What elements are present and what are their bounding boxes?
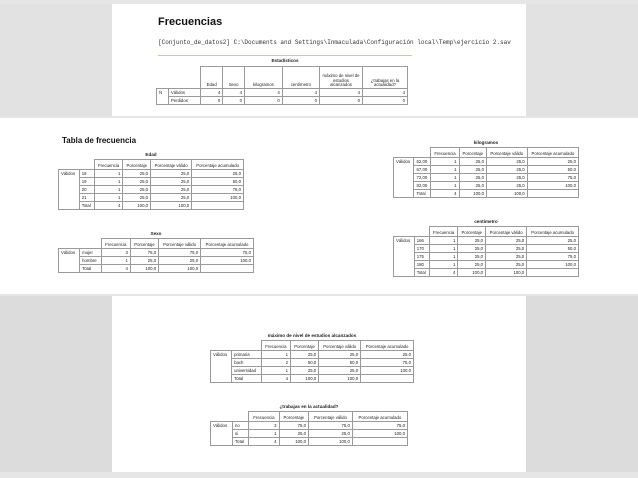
value-cell: 75,0 <box>201 249 254 257</box>
stats-cell: 4 <box>363 89 408 97</box>
column-header: Porcentaje válido <box>486 227 527 237</box>
value-cell: 100,0 <box>459 190 486 198</box>
category-label: universidad <box>232 367 262 375</box>
right-margin-bottom <box>526 296 638 472</box>
table-row <box>394 166 579 174</box>
table-row <box>394 182 579 190</box>
column-header: Porcentaje <box>459 148 486 158</box>
value-cell: 100,0 <box>201 257 254 265</box>
value-cell: 75,0 <box>352 422 407 430</box>
table-row <box>394 253 579 261</box>
group-spacer <box>394 253 415 261</box>
value-cell: 25,0 <box>159 257 201 265</box>
value-cell: 1 <box>429 245 457 253</box>
freq-table-kilogramos <box>393 147 579 198</box>
value-cell: 25,0 <box>486 261 527 269</box>
value-cell: 1 <box>94 186 122 194</box>
value-cell: 100,0 <box>361 367 414 375</box>
value-cell: 25,0 <box>279 430 308 438</box>
value-cell: 3 <box>101 249 130 257</box>
value-cell: 25,0 <box>459 182 486 190</box>
table-row <box>394 245 579 253</box>
value-cell: 100,0 <box>527 182 578 190</box>
column-header: Frecuencia <box>431 148 459 158</box>
value-cell: 1 <box>261 351 290 359</box>
value-cell: 3 <box>249 422 279 430</box>
table-row <box>211 367 414 375</box>
value-cell <box>201 265 254 273</box>
value-cell: 25,0 <box>151 178 192 186</box>
value-cell: 25,0 <box>486 158 527 166</box>
column-header: Frecuencia <box>429 227 457 237</box>
freq-table-centimetro <box>393 226 579 277</box>
table-row <box>211 351 414 359</box>
header-blank <box>59 239 80 249</box>
value-cell: 25,0 <box>459 158 486 166</box>
category-label: si <box>233 430 249 438</box>
table-caption-kilogramos: kilogramos <box>473 140 499 145</box>
value-cell: 1 <box>431 174 459 182</box>
stats-cell: 4 <box>223 89 245 97</box>
group-spacer <box>211 359 232 367</box>
group-label: Válidos <box>59 249 80 257</box>
freq-table-estudios <box>210 340 414 383</box>
group-label: Válidos <box>211 422 233 430</box>
column-header: Frecuencia <box>261 341 290 351</box>
value-cell: 4 <box>94 202 122 210</box>
value-cell: 50,0 <box>192 178 244 186</box>
value-cell: 4 <box>429 269 457 277</box>
value-cell: 25,0 <box>486 174 527 182</box>
left-margin-top <box>0 4 112 116</box>
stats-cell: 4 <box>320 89 363 97</box>
value-cell: 25,0 <box>458 237 486 245</box>
stats-row-label: Válidos <box>168 89 200 97</box>
value-cell: 100,0 <box>486 190 527 198</box>
header-blank <box>394 148 414 158</box>
group-spacer <box>394 174 414 182</box>
value-cell: 75,0 <box>309 422 353 430</box>
value-cell: 75,0 <box>361 359 414 367</box>
value-cell: 25,0 <box>151 186 192 194</box>
table-row <box>211 438 408 446</box>
header-blank <box>211 341 232 351</box>
stats-cell: 4 <box>244 89 282 97</box>
value-cell: 1 <box>429 253 457 261</box>
table-row <box>394 269 579 277</box>
value-cell: 25,0 <box>319 351 361 359</box>
value-cell: 1 <box>94 170 122 178</box>
value-cell: 100,0 <box>192 194 244 202</box>
value-cell: 100,0 <box>319 375 361 383</box>
table-row <box>59 249 254 257</box>
column-header: Porcentaje <box>290 341 318 351</box>
group-spacer <box>59 202 80 210</box>
group-spacer <box>59 178 80 186</box>
stats-col-header: centímetro <box>282 67 319 89</box>
column-header: Porcentaje acumulado <box>352 412 407 422</box>
freq-table-sexo <box>58 238 254 273</box>
category-label: 67,00 <box>414 166 431 174</box>
table-row <box>211 422 408 430</box>
freq-table-trabajas <box>210 411 408 446</box>
category-label: 18 <box>79 170 94 178</box>
value-cell: 100,0 <box>458 269 486 277</box>
value-cell: 50,0 <box>527 245 579 253</box>
value-cell: 4 <box>431 190 459 198</box>
value-cell: 100,0 <box>159 265 201 273</box>
value-cell: 50,0 <box>527 166 578 174</box>
value-cell: 25,0 <box>486 245 527 253</box>
value-cell: 25,0 <box>123 194 151 202</box>
stats-cell: 0 <box>223 97 245 105</box>
category-label: primaria <box>232 351 262 359</box>
group-spacer <box>211 367 232 375</box>
column-header: Porcentaje válido <box>319 341 361 351</box>
value-cell: 25,0 <box>123 178 151 186</box>
header-blank <box>59 160 80 170</box>
value-cell: 4 <box>101 265 130 273</box>
table-caption-centimetro: centímetro <box>474 219 498 224</box>
table-caption-sexo: Sexo <box>150 231 162 236</box>
category-label: 21 <box>79 194 94 202</box>
group-spacer <box>394 269 415 277</box>
value-cell: 100,0 <box>151 202 192 210</box>
stats-row-label: Perdidos <box>168 97 200 105</box>
value-cell <box>192 202 244 210</box>
group-spacer <box>59 186 80 194</box>
output-title: Frecuencias <box>158 16 223 28</box>
value-cell: 25,0 <box>486 237 527 245</box>
table-row <box>394 190 579 198</box>
table-caption-trabajas: ¿trabajas en la actualidad? <box>279 404 339 409</box>
table-row <box>394 174 579 182</box>
stats-col-header: Edad <box>201 67 223 89</box>
value-cell: 25,0 <box>527 158 578 166</box>
category-label: Total <box>414 190 431 198</box>
header-blank <box>394 227 415 237</box>
value-cell: 25,0 <box>309 430 353 438</box>
table-row <box>211 430 408 438</box>
column-header: Porcentaje acumulado <box>527 148 578 158</box>
value-cell: 25,0 <box>290 351 318 359</box>
stats-cell: 0 <box>320 97 363 105</box>
value-cell: 1 <box>261 367 290 375</box>
value-cell: 25,0 <box>486 166 527 174</box>
category-label: Total <box>414 269 429 277</box>
value-cell: 25,0 <box>151 194 192 202</box>
value-cell: 1 <box>429 261 457 269</box>
value-cell: 100,0 <box>290 375 318 383</box>
column-header: Porcentaje acumulado <box>527 227 579 237</box>
value-cell: 25,0 <box>486 253 527 261</box>
value-cell: 1 <box>94 178 122 186</box>
stats-cell: 0 <box>282 97 319 105</box>
category-label: 62,00 <box>414 158 431 166</box>
column-header: Porcentaje <box>130 239 158 249</box>
value-cell: 25,0 <box>486 182 527 190</box>
group-spacer <box>394 182 414 190</box>
value-cell: 25,0 <box>319 367 361 375</box>
group-spacer <box>394 261 415 269</box>
column-header: Frecuencia <box>94 160 122 170</box>
table-row <box>394 158 579 166</box>
column-header: Frecuencia <box>249 412 279 422</box>
stats-col-header: Sexo <box>223 67 245 89</box>
stats-cell: 0 <box>201 97 223 105</box>
stats-cell: 4 <box>282 89 319 97</box>
category-label: 166 <box>414 237 429 245</box>
category-label: no <box>233 422 249 430</box>
header-blank <box>233 412 249 422</box>
category-label: 82,00 <box>414 182 431 190</box>
left-margin-bottom <box>0 296 112 472</box>
table-row <box>211 375 414 383</box>
value-cell: 75,0 <box>192 186 244 194</box>
value-cell: 25,0 <box>458 261 486 269</box>
value-cell: 50,0 <box>290 359 318 367</box>
column-header: Porcentaje válido <box>151 160 192 170</box>
table-row <box>59 194 244 202</box>
category-label: 180 <box>414 261 429 269</box>
category-label: 19 <box>79 178 94 186</box>
table-row <box>394 237 579 245</box>
header-blank <box>414 227 429 237</box>
column-header: Frecuencia <box>101 239 130 249</box>
column-header: Porcentaje acumulado <box>192 160 244 170</box>
value-cell: 25,0 <box>459 174 486 182</box>
value-cell: 100,0 <box>309 438 353 446</box>
category-label: bach <box>232 359 262 367</box>
value-cell: 25,0 <box>151 170 192 178</box>
stats-cell: 4 <box>201 89 223 97</box>
column-header: Porcentaje acumulado <box>201 239 254 249</box>
table-row <box>59 170 244 178</box>
frequency-section-title: Tabla de frecuencia <box>62 136 137 145</box>
value-cell: 1 <box>431 182 459 190</box>
value-cell: 25,0 <box>458 245 486 253</box>
category-label: Total <box>79 202 94 210</box>
stats-col-header: ¿trabajas en la actualidad? <box>363 67 408 89</box>
category-label: 175 <box>414 253 429 261</box>
column-header: Porcentaje válido <box>159 239 201 249</box>
value-cell: 25,0 <box>290 367 318 375</box>
value-cell <box>361 375 414 383</box>
value-cell: 25,0 <box>459 166 486 174</box>
category-label: 72,00 <box>414 174 431 182</box>
dataset-path: [Conjunto_de_datos2] C:\Documents and Settings\Inmaculada\Configuración local\Temp\ejercicio 2.sav <box>158 39 511 46</box>
table-row <box>59 265 254 273</box>
column-header: Porcentaje acumulado <box>361 341 414 351</box>
value-cell: 25,0 <box>361 351 414 359</box>
value-cell <box>352 438 407 446</box>
value-cell: 4 <box>249 438 279 446</box>
value-cell <box>527 190 578 198</box>
value-cell: 100,0 <box>486 269 527 277</box>
header-blank <box>232 341 262 351</box>
group-spacer <box>211 375 232 383</box>
category-label: 20 <box>79 186 94 194</box>
group-label: Válidos <box>394 158 414 166</box>
value-cell: 100,0 <box>352 430 407 438</box>
value-cell: 75,0 <box>527 253 579 261</box>
value-cell: 50,0 <box>319 359 361 367</box>
value-cell: 75,0 <box>130 249 158 257</box>
stats-n-label: N <box>157 89 169 97</box>
group-label: Válidos <box>394 237 415 245</box>
category-label: Total <box>80 265 102 273</box>
group-spacer <box>394 245 415 253</box>
freq-table-edad <box>58 159 244 210</box>
table-row <box>59 178 244 186</box>
value-cell: 75,0 <box>527 174 578 182</box>
value-cell: 75,0 <box>279 422 308 430</box>
column-header: Porcentaje <box>458 227 486 237</box>
value-cell: 25,0 <box>192 170 244 178</box>
header-blank <box>80 239 102 249</box>
group-spacer <box>211 438 233 446</box>
value-cell: 75,0 <box>159 249 201 257</box>
group-spacer <box>211 430 233 438</box>
value-cell: 4 <box>261 375 290 383</box>
right-margin-top <box>526 4 638 116</box>
group-label: Válidos <box>211 351 232 359</box>
group-spacer <box>59 265 80 273</box>
value-cell: 25,0 <box>458 253 486 261</box>
header-blank <box>79 160 94 170</box>
group-spacer <box>394 166 414 174</box>
column-header: Porcentaje válido <box>486 148 527 158</box>
value-cell: 1 <box>94 194 122 202</box>
stats-col-header: kilogramos <box>244 67 282 89</box>
table-row <box>59 202 244 210</box>
value-cell: 100,0 <box>130 265 158 273</box>
value-cell <box>527 269 579 277</box>
value-cell: 2 <box>261 359 290 367</box>
group-label: Válidos <box>59 170 80 178</box>
group-spacer <box>394 190 414 198</box>
value-cell: 1 <box>431 158 459 166</box>
value-cell: 25,0 <box>527 237 579 245</box>
table-caption-edad: Edad <box>145 152 157 157</box>
group-spacer <box>59 194 80 202</box>
value-cell: 1 <box>429 237 457 245</box>
stats-caption: Estadísticos <box>271 58 299 63</box>
table-row <box>59 257 254 265</box>
category-label: mujer <box>80 249 102 257</box>
group-spacer <box>59 257 80 265</box>
title-rule <box>158 55 412 56</box>
category-label: hombre <box>80 257 102 265</box>
column-header: Porcentaje <box>279 412 308 422</box>
table-row <box>211 359 414 367</box>
column-header: Porcentaje válido <box>309 412 353 422</box>
category-label: Total <box>233 438 249 446</box>
value-cell: 25,0 <box>130 257 158 265</box>
value-cell: 1 <box>101 257 130 265</box>
header-blank <box>414 148 431 158</box>
category-label: Total <box>232 375 262 383</box>
column-header: Porcentaje <box>123 160 151 170</box>
value-cell: 1 <box>249 430 279 438</box>
value-cell: 100,0 <box>279 438 308 446</box>
stats-cell: 0 <box>244 97 282 105</box>
category-label: 170 <box>414 245 429 253</box>
table-row <box>59 186 244 194</box>
stats-cell: 0 <box>363 97 408 105</box>
table-caption-estudios: máximo de nivel de estudios alcanzados <box>267 333 357 338</box>
value-cell: 25,0 <box>123 186 151 194</box>
value-cell: 1 <box>431 166 459 174</box>
value-cell: 100,0 <box>123 202 151 210</box>
stats-table <box>156 66 408 105</box>
header-blank <box>211 412 233 422</box>
value-cell: 25,0 <box>123 170 151 178</box>
table-row <box>394 261 579 269</box>
stats-col-header: máximo de nivel de estudios alcanzados <box>320 67 363 89</box>
value-cell: 100,0 <box>527 261 579 269</box>
